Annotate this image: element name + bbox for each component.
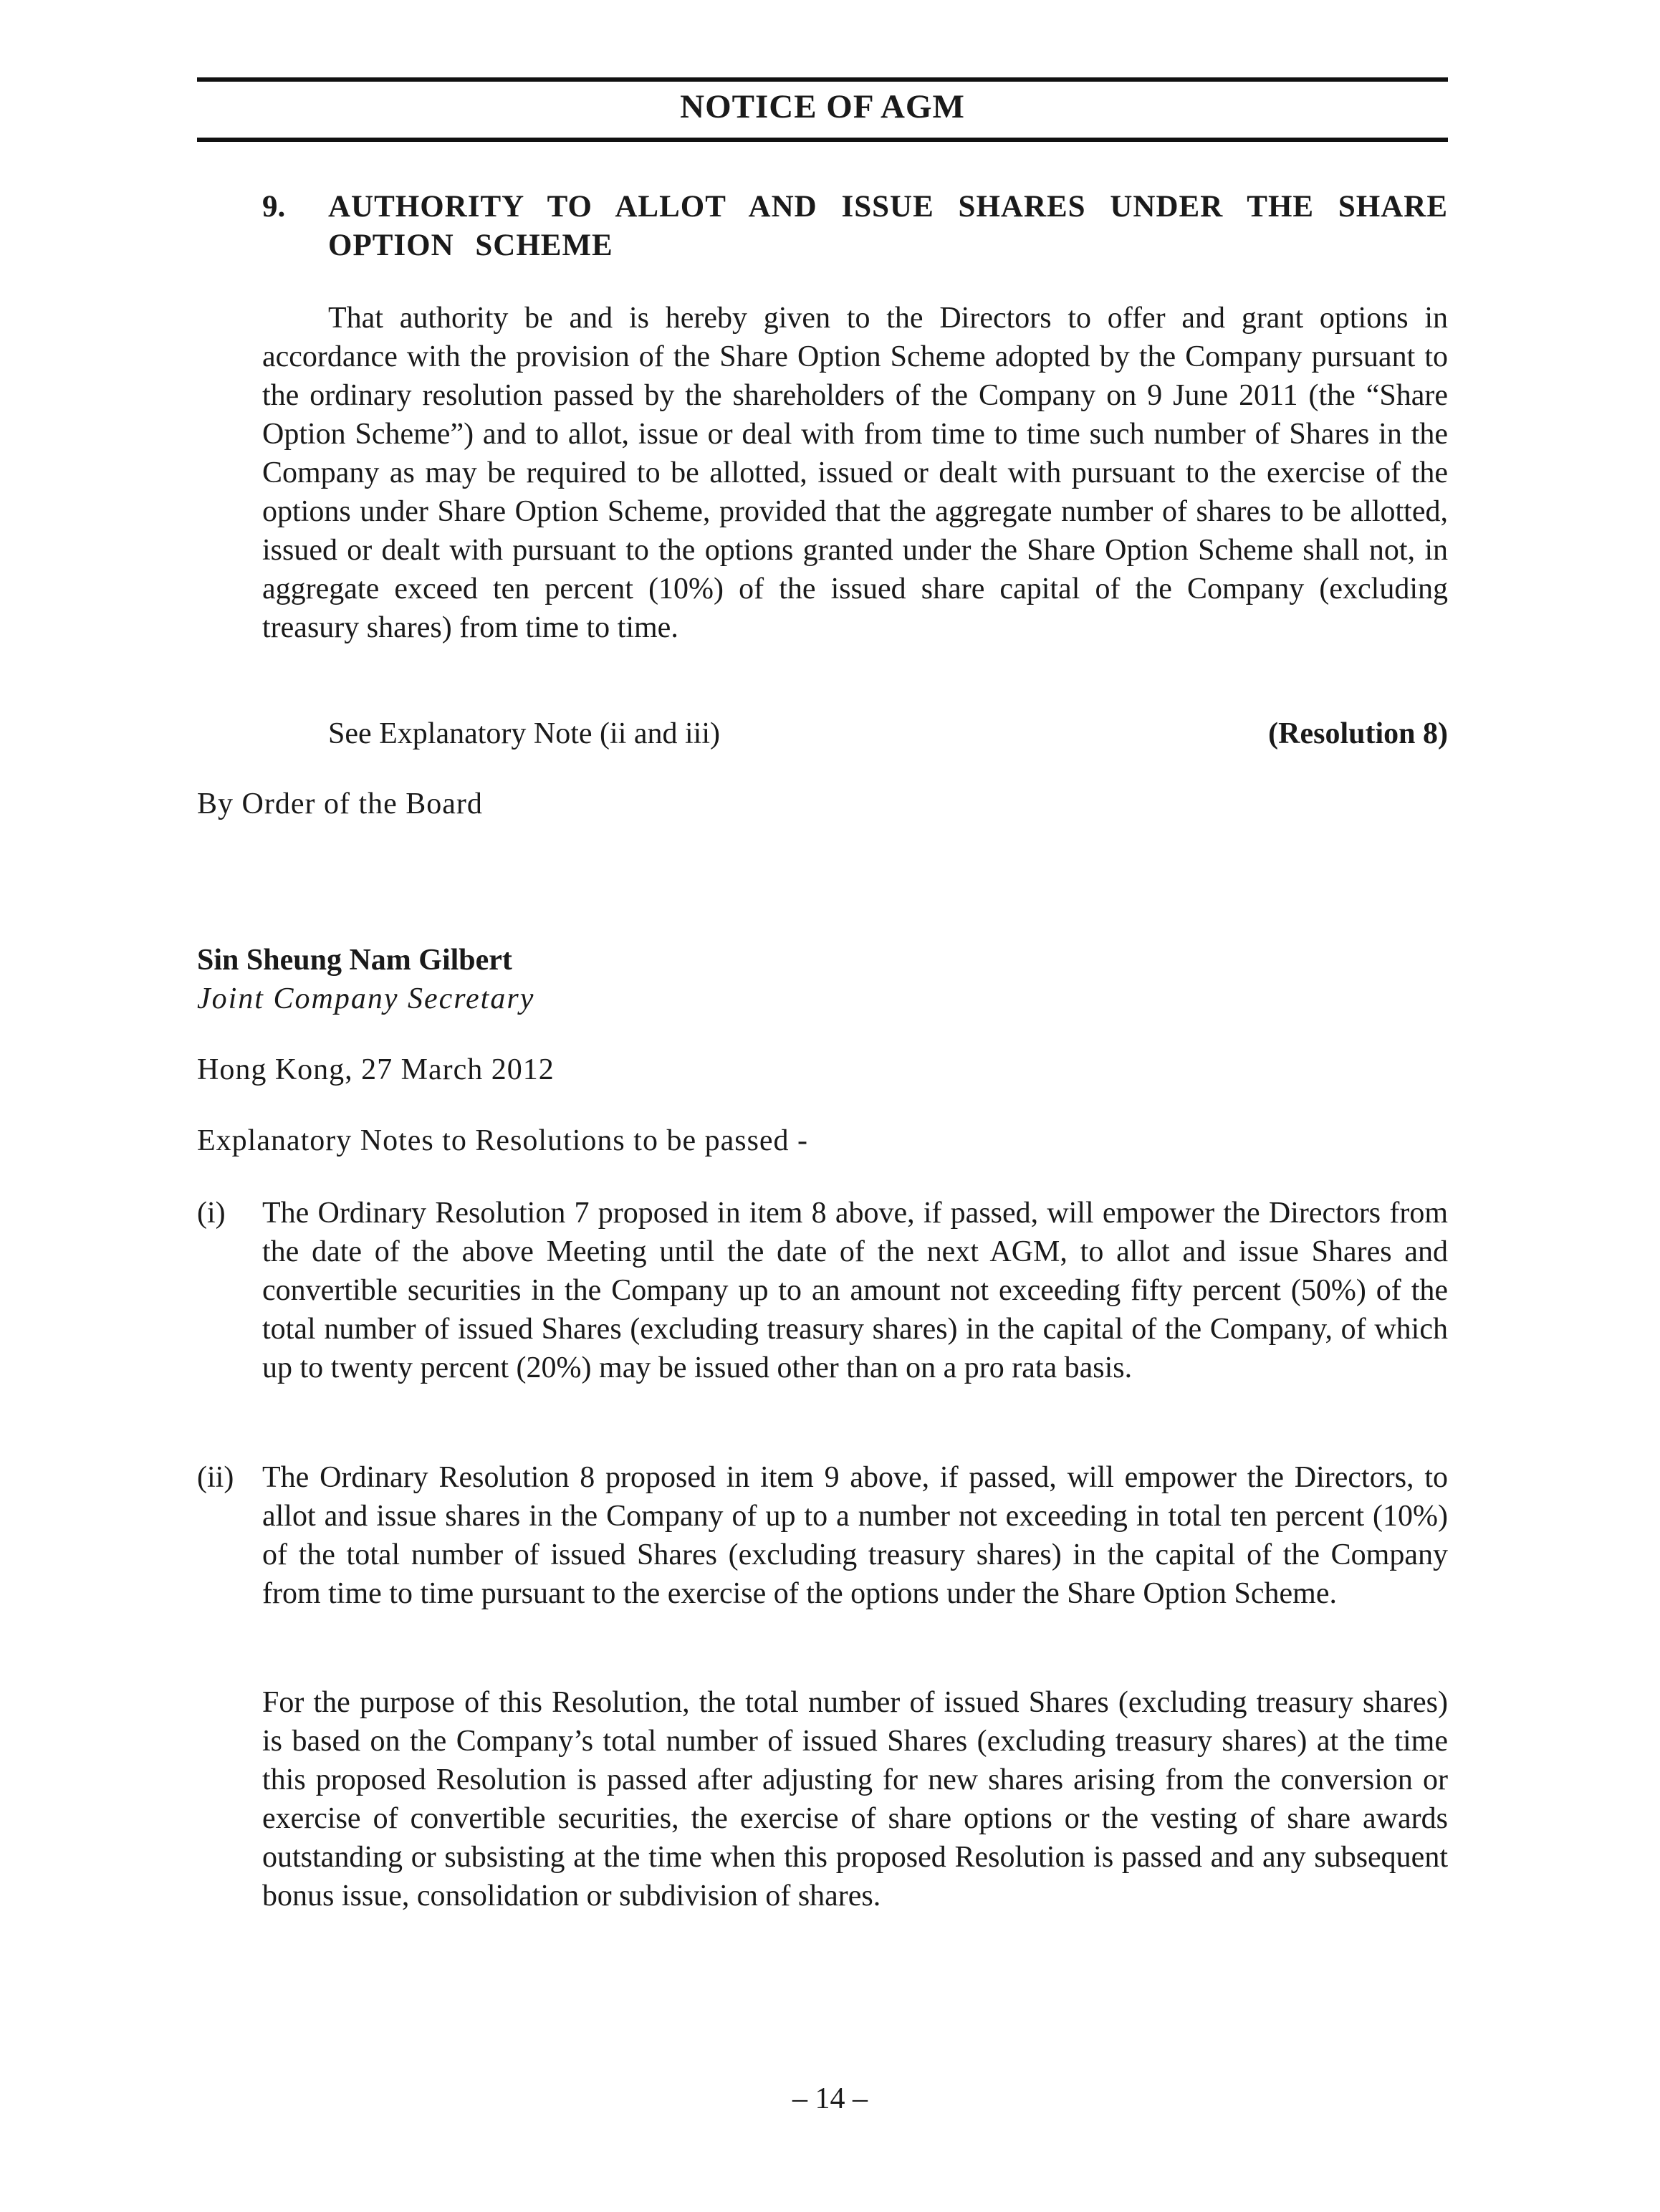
explanatory-note-reference: See Explanatory Note (ii and iii) xyxy=(328,717,721,750)
by-order-of-board: By Order of the Board xyxy=(197,787,483,820)
signer-name: Sin Sheung Nam Gilbert xyxy=(197,944,512,977)
section-title: AUTHORITY TO ALLOT AND ISSUE SHARES UNDER THE SHARE OPTION SCHEME xyxy=(328,190,1448,262)
resolution-number: (Resolution 8) xyxy=(1268,717,1448,750)
page-number: – 14 – xyxy=(792,2082,868,2115)
explanatory-notes-heading: Explanatory Notes to Resolutions to be passed - xyxy=(197,1124,809,1157)
page-header-title: NOTICE OF AGM xyxy=(680,88,965,125)
note-ii-continuation: For the purpose of this Resolution, the total number of issued Shares (excluding treasury shares) is based on the Company’s total number of issued Shares (excluding treasury shares) at the time this proposed Resolution is passed after adjusting for new shares arising from the conversion or exercise of convertible securities, the exercise of share options or the vesting of share awards outstanding or subsisting at the time when this proposed Resolution is passed and any subsequent bonus issue, consolidation or subdivision of shares. xyxy=(262,1686,1448,1912)
signer-title: Joint Company Secretary xyxy=(197,982,535,1015)
note-i-text: The Ordinary Resolution 7 proposed in item 8 above, if passed, will empower the Directors from the date of the above Meeting until the date of the next AGM, to allot and issue Shares and convertible securities in the Company up to an amount not exceeding fifty percent (50%) of the total number of issued Shares (excluding treasury shares) in the capital of the Company, of which up to twenty percent (20%) may be issued other than on a pro rata basis. xyxy=(262,1197,1448,1384)
header-top-rule xyxy=(197,77,1448,82)
header-bottom-rule xyxy=(197,138,1448,142)
section-number: 9. xyxy=(262,190,286,224)
section-9-body: That authority be and is hereby given to the Directors to offer and grant options in accordance with the provision of the Share Option Scheme adopted by the Company pursuant to the ordinary resolution passed by the shareholders of the Company on 9 June 2011 (the “Share Option Scheme”) and to allot, issue or deal with from time to time such number of Shares in the Company as may be required to be allotted, issued or dealt with pursuant to the exercise of the options under Share Option Scheme, provided that the aggregate number of shares to be allotted, issued or dealt with pursuant to the options granted under the Share Option Scheme shall not, in aggregate exceed ten percent (10%) of the issued share capital of the Company (excluding treasury shares) from time to time. xyxy=(262,302,1448,644)
place-and-date: Hong Kong, 27 March 2012 xyxy=(197,1053,555,1086)
note-label-i: (i) xyxy=(197,1197,226,1230)
note-label-ii: (ii) xyxy=(197,1461,234,1494)
resolution-reference-line xyxy=(328,714,1448,753)
section-9-heading xyxy=(262,188,1448,265)
note-ii-text: The Ordinary Resolution 8 proposed in item 9 above, if passed, will empower the Directors, to allot and issue shares in the Company of up to a number not exceeding in total ten percent (10%) of the total number of issued Shares (excluding treasury shares) in the capital of the Company from time to time pursuant to the exercise of the options under the Share Option Scheme. xyxy=(262,1461,1448,1610)
